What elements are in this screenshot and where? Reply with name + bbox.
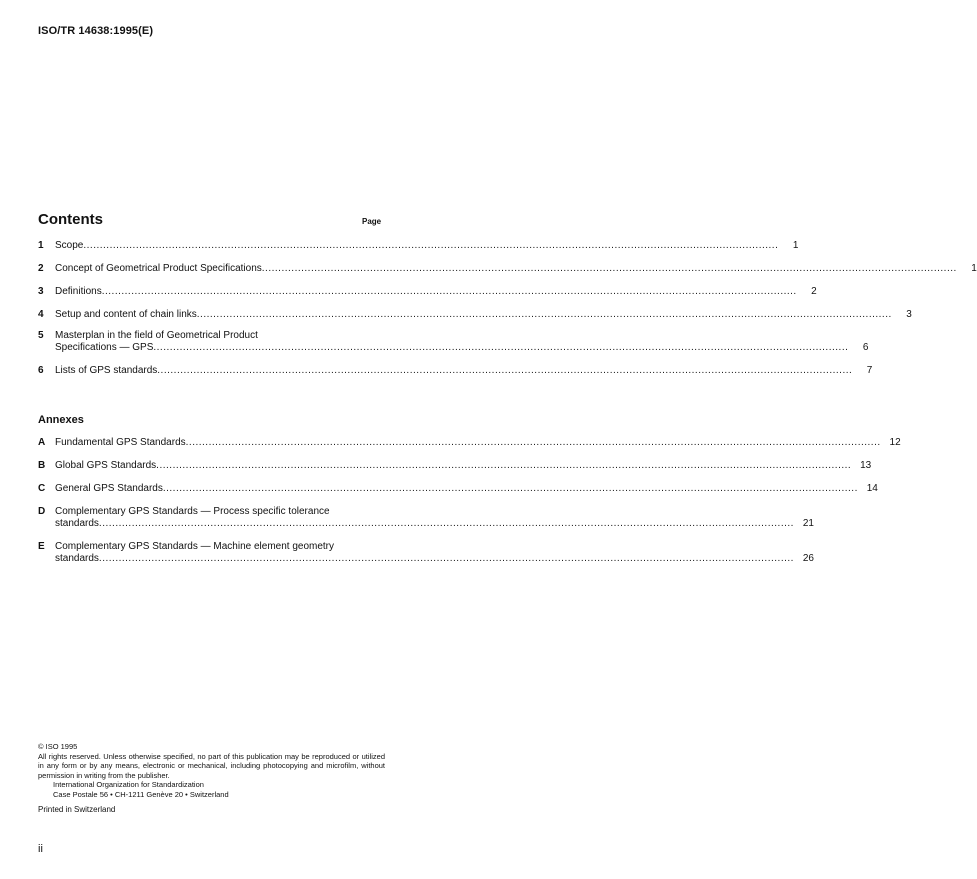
dot-leader (102, 286, 797, 298)
toc-entry (38, 541, 814, 565)
toc-entry (38, 506, 814, 530)
dot-leader (157, 365, 852, 377)
toc-entry-title: Setup and content of chain links (55, 309, 197, 320)
toc-entry-title: standards (55, 553, 99, 564)
printed-in: Printed in Switzerland (38, 805, 116, 814)
toc-entry-number: C (38, 483, 46, 494)
dot-leader (262, 263, 957, 275)
publisher-name: International Organization for Standardization (53, 780, 204, 789)
toc-entry (38, 437, 901, 449)
toc-entry-page: 12 (889, 437, 901, 448)
toc-entry-title: standards (55, 518, 99, 529)
copyright-notice (38, 742, 385, 799)
copyright-line: © ISO 1995 (38, 742, 78, 751)
toc-entry (38, 365, 873, 377)
toc-entry (38, 460, 872, 472)
toc-entry (38, 240, 799, 252)
document-code-header: ISO/TR 14638:1995(E) (38, 25, 154, 37)
toc-entry (38, 286, 817, 298)
toc-entry-number: B (38, 460, 46, 471)
toc-entry-number: A (38, 437, 46, 448)
toc-entry-number: D (38, 506, 46, 517)
page-column-label: Page (362, 217, 382, 226)
toc-entry-page: 14 (866, 483, 878, 494)
dot-leader (99, 518, 794, 530)
dot-leader (83, 240, 778, 252)
toc-entry-title: Specifications — GPS (55, 342, 154, 353)
dot-leader (163, 483, 858, 495)
toc-entry-page: 7 (866, 365, 873, 376)
toc-entry-number: 1 (38, 240, 44, 251)
dot-leader (186, 437, 881, 449)
toc-entry-number: 6 (38, 365, 44, 376)
toc-entry-page: 21 (802, 518, 814, 529)
toc-entry-number: 3 (38, 286, 44, 297)
toc-entry-title: Masterplan in the field of Geometrical Product (55, 330, 258, 341)
toc-entry-title: Global GPS Standards (55, 460, 157, 471)
contents-list (38, 240, 977, 377)
toc-entry-title: Scope (55, 240, 84, 251)
toc-entry-number: E (38, 541, 45, 552)
dot-leader (156, 460, 851, 472)
toc-entry-title: Lists of GPS standards (55, 365, 158, 376)
toc-entry-title: Concept of Geometrical Product Specifications (55, 263, 262, 274)
toc-entry-number: 2 (38, 263, 44, 274)
toc-entry-title: Definitions (55, 286, 102, 297)
toc-entry-page: 13 (860, 460, 872, 471)
toc-entry-page: 2 (811, 286, 817, 297)
toc-entry-page: 3 (906, 309, 912, 320)
contents-heading: Contents (38, 211, 103, 228)
toc-entry (38, 483, 878, 495)
toc-entry (38, 263, 977, 275)
toc-entry-page: 26 (802, 553, 814, 564)
publisher-address: Case Postale 56 • CH-1211 Genève 20 • Switzerland (53, 789, 229, 799)
toc-entry-title: Complementary GPS Standards — Process specific tolerance (55, 506, 330, 517)
toc-entry (38, 309, 912, 321)
toc-entry (38, 330, 869, 354)
toc-entry-title: General GPS Standards (55, 483, 163, 494)
dot-leader (153, 342, 848, 354)
toc-entry-title: Fundamental GPS Standards (55, 437, 186, 448)
toc-entry-page: 1 (792, 240, 799, 251)
rights-statement: All rights reserved. Unless otherwise specified, no part of this publication may be reproduced or utilized in any form or by any means, electronic or mechanical, including photocopying and microfilm, without permission in writing from the publisher. (38, 751, 385, 780)
toc-entry-page: 6 (862, 342, 869, 353)
annexes-list (38, 437, 901, 565)
annexes-heading: Annexes (38, 414, 84, 426)
toc-entry-number: 4 (38, 309, 44, 320)
toc-entry-number: 5 (38, 330, 44, 341)
toc-entry-page: 1 (971, 263, 977, 274)
page-folio: ii (38, 843, 43, 855)
dot-leader (99, 553, 794, 565)
dot-leader (197, 309, 892, 321)
toc-entry-title: Complementary GPS Standards — Machine element geometry (55, 541, 335, 552)
